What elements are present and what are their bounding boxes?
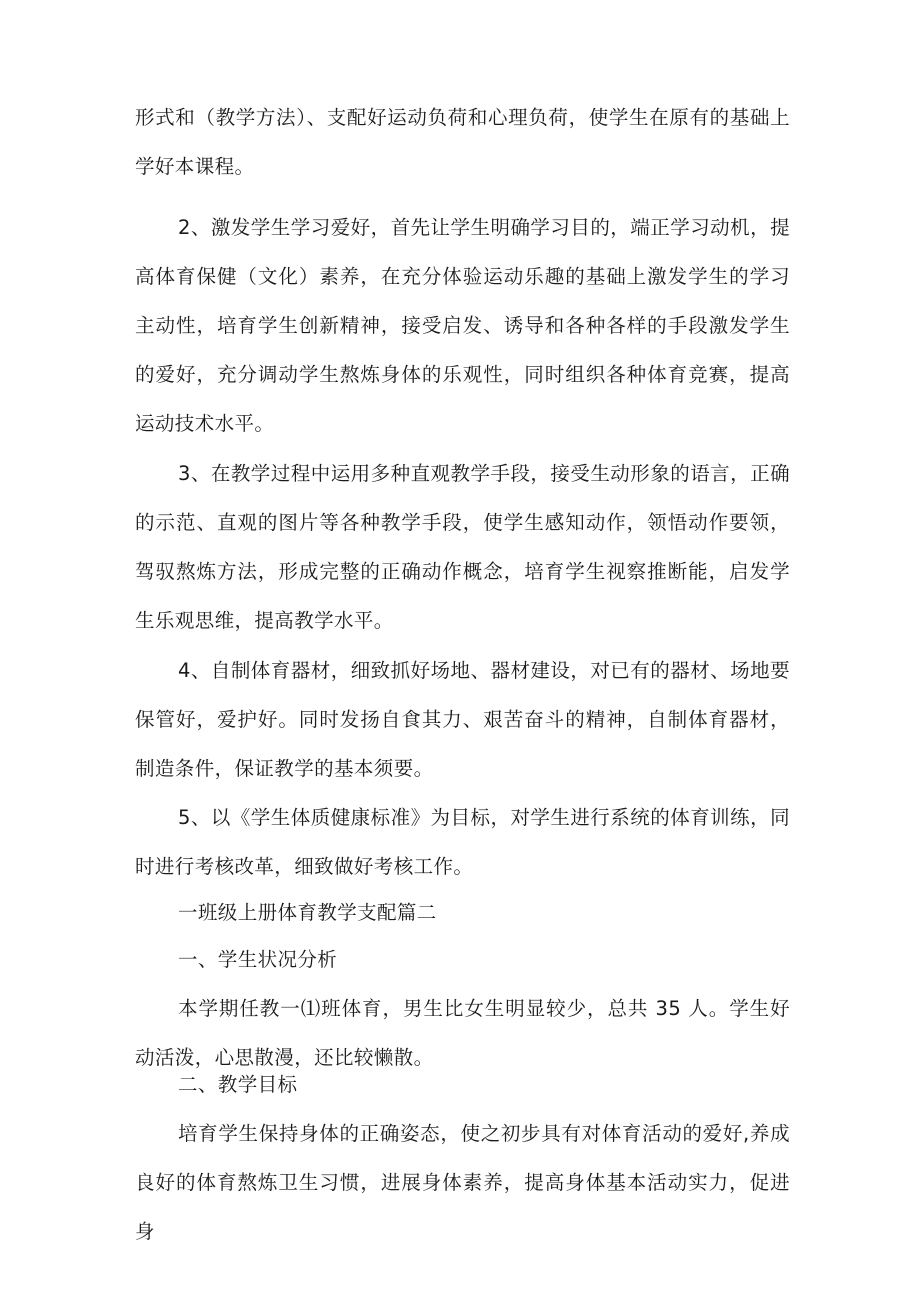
paragraph-item-5: 5、以《学生体质健康标准》为目标，对学生进行系统的体育训练，同时进行考核改革，细致做好考核工作。 bbox=[135, 806, 790, 878]
paragraph-item-4: 4、自制体育器材，细致抓好场地、器材建设，对已有的器材、场地要保管好，爱护好。同时发扬自食其力、艰苦奋斗的精神，自制体育器材，制造条件，保证教学的基本须要。 bbox=[135, 659, 790, 780]
paragraph-student-analysis: 本学期任教一⑴班体育，男生比女生明显较少，总共 35 人。学生好动活泼，心思散漫，还比较懒散。 bbox=[135, 997, 790, 1069]
paragraph-teaching-goals: 培育学生保持身体的正确姿态，使之初步具有对体育活动的爱好,养成良好的体育熬炼卫生习惯，进展身体素养，提高身体基本活动实力，促进身 bbox=[135, 1122, 790, 1243]
paragraph-item-2: 2、激发学生学习爱好，首先让学生明确学习目的，端正学习动机，提高体育保健（文化）素养，在充分体验运动乐趣的基础上激发学生的学习主动性，培育学生创新精神，接受启发、诱导和各种各样的手段激发学生的爱好，充分调动学生熬炼身体的乐观性，同时组织各种体育竞赛，提高运动技术水平。 bbox=[135, 216, 790, 435]
paragraph-item-3: 3、在教学过程中运用多种直观教学手段，接受生动形象的语言，正确的示范、直观的图片等各种教学手段，使学生感知动作，领悟动作要领，驾驭熬炼方法，形成完整的正确动作概念，培育学生视察推断能，启发学生乐观思维，提高教学水平。 bbox=[135, 462, 790, 632]
paragraph-methods-continuation: 形式和（教学方法）、支配好运动负荷和心理负荷，使学生在原有的基础上学好本课程。 bbox=[135, 106, 790, 178]
heading-teaching-goals: 二、教学目标 bbox=[178, 1073, 298, 1096]
section-title-part-two: 一班级上册体育教学支配篇二 bbox=[178, 901, 437, 924]
heading-student-analysis: 一、学生状况分析 bbox=[178, 948, 338, 971]
